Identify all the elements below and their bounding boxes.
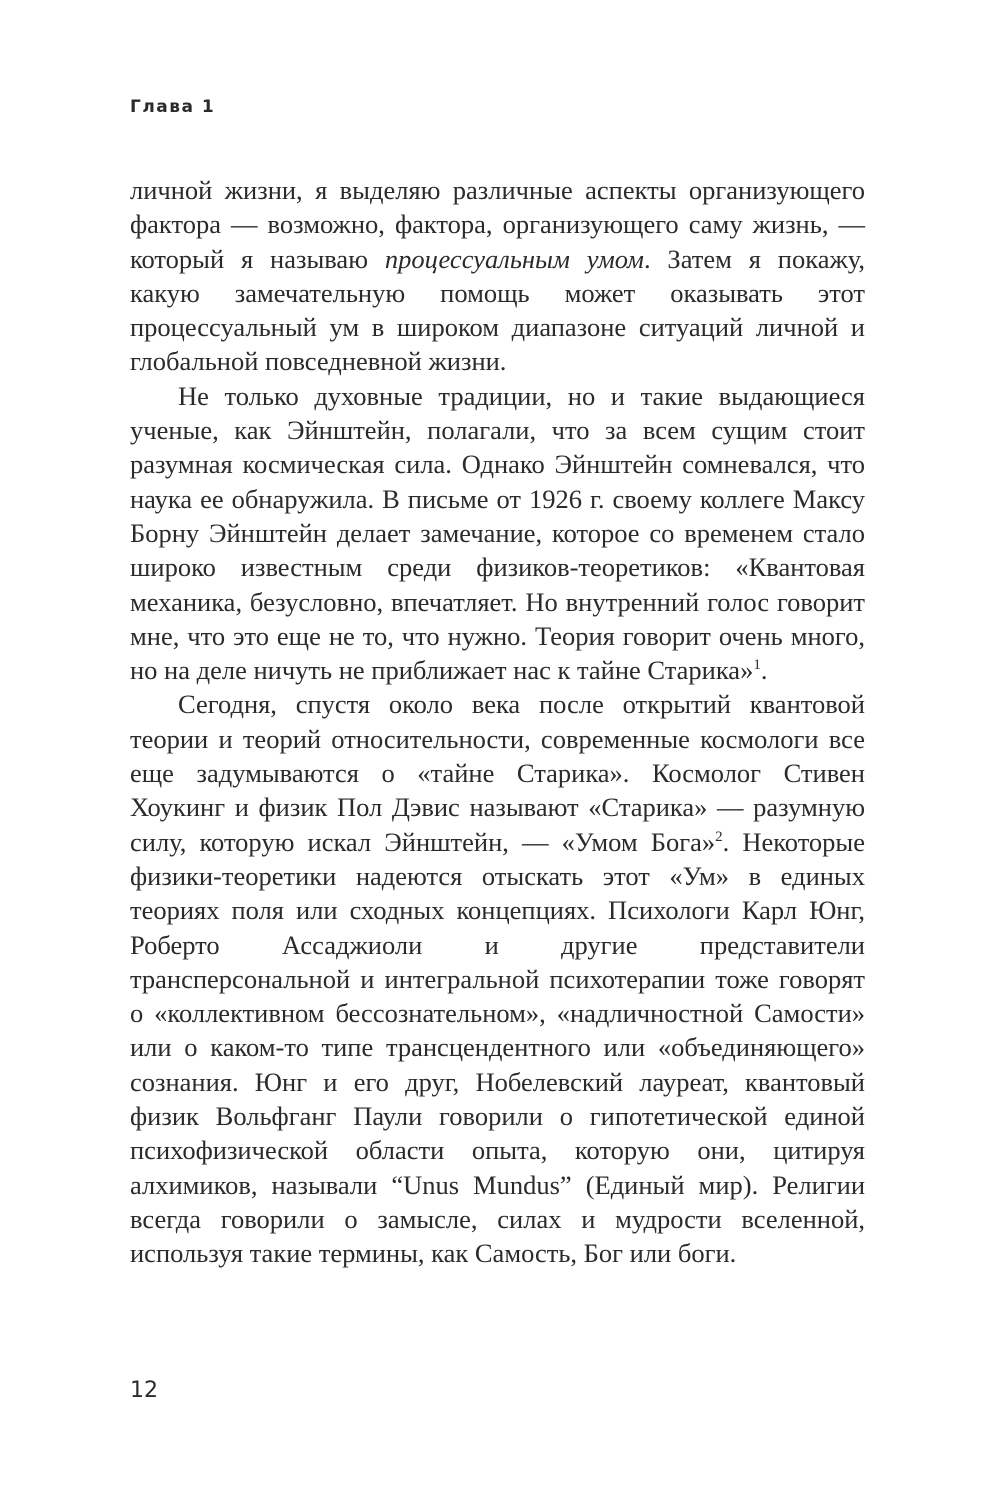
paragraph-3-text-end: . Некоторые физики-теоретики надеются отыскать этот «Ум» в единых теориях поля или сходных концепциях. Психологи Карл Юнг, Роберто Ассаджиоли и другие представители трансперсональной и интегральной психотерапии тоже говорят о «коллективном бессознательном», «надличностной Самости» или о каком-то типе трансцендентного или «объединяющего» сознания. Юнг и его друг, Нобелевский лауреат, квантовый физик Вольфганг Паули говорили о гипотетической единой психофизической области опыта, которую они, цитируя алхимиков, называли “Unus Mundus” (Единый мир). Религии всегда говорили о замысле, силах и мудрости вселенной, используя такие термины, как Самость, Бог или боги. bbox=[130, 826, 865, 1269]
page-number: 12 bbox=[130, 1378, 158, 1403]
paragraph-3 bbox=[130, 687, 865, 1270]
paragraph-2 bbox=[130, 379, 865, 688]
paragraph-1-text-end: . Затем я покажу, какую замечательную помощь может оказывать этот процессуальный ум в широком диапазоне ситуаций личной и глобальной повседневной жизни. bbox=[130, 243, 865, 377]
footnote-ref-1[interactable]: 1 bbox=[753, 657, 761, 674]
running-head: Глава 1 bbox=[130, 97, 216, 117]
body-text bbox=[130, 173, 865, 1271]
paragraph-1 bbox=[130, 173, 865, 379]
paragraph-1-text: личной жизни, я выделяю различные аспекты организующего фактора — возможно, фактора, организующего саму жизнь, — который я называю bbox=[130, 175, 865, 274]
paragraph-2-text: Не только духовные традиции, но и такие выдающиеся ученые, как Эйнштейн, полагали, что за всем сущим стоит разумная космическая сила. Однако Эйнштейн сомневался, что наука ее обнаружила. В письме от 1926 г. своему коллеге Максу Борну Эйнштейн делает замечание, которое со временем стало широко известным среди физиков-теоретиков: «Квантовая механика, безусловно, впечатляет. Но внутренний голос говорит мне, что это еще не то, что нужно. Теория говорит очень много, но на деле ничуть не приближает нас к тайне Старика» bbox=[130, 380, 865, 686]
paragraph-3-text: Сегодня, спустя около века после открытий квантовой теории и теорий относительности, современные космологи все еще задумываются о «тайне Старика». Космолог Стивен Хоукинг и физик Пол Дэвис называют «Старика» — разумную силу, которую искал Эйнштейн, — «Умом Бога» bbox=[130, 689, 865, 857]
paragraph-2-text-end: . bbox=[760, 655, 768, 686]
paragraph-1-emphasis: процессуальным умом bbox=[384, 243, 644, 274]
footnote-ref-2[interactable]: 2 bbox=[715, 828, 723, 845]
